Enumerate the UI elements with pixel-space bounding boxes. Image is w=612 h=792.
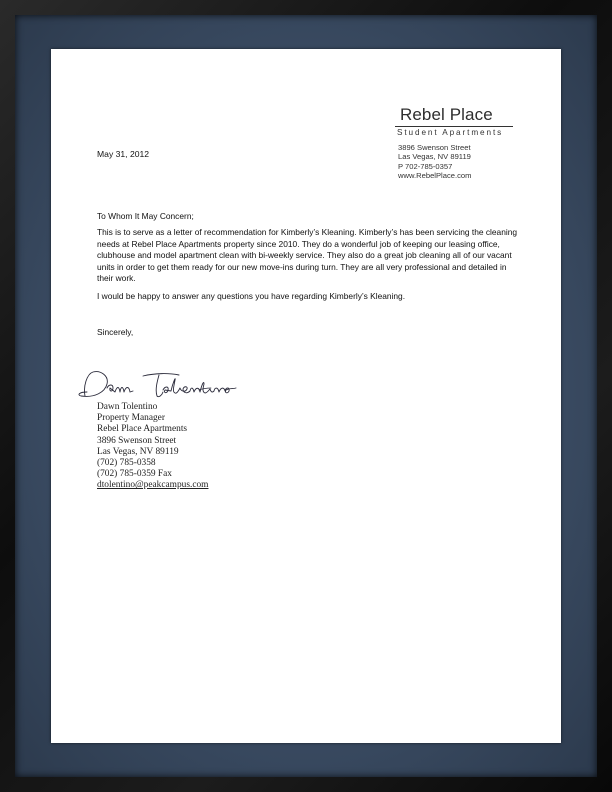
letter-salutation: To Whom It May Concern;: [97, 211, 194, 221]
letterhead-address-line: 3896 Swenson Street: [398, 143, 471, 152]
signer-name: Dawn Tolentino: [97, 402, 158, 412]
signer-fax: (702) 785-0359 Fax: [97, 469, 172, 480]
letterhead-address-line: Las Vegas, NV 89119: [398, 152, 471, 162]
letter-paragraph: I would be happy to answer any questions you have regarding Kimberly’s Kleaning.: [97, 291, 406, 302]
signer-city: Las Vegas, NV 89119: [97, 446, 179, 457]
signer-email-link[interactable]: dtolentino@peakcampus.com: [97, 480, 209, 491]
letter-body: [97, 211, 521, 345]
signer-phone: (702) 785-0358: [97, 458, 156, 469]
signer-street: 3896 Swenson Street: [97, 435, 177, 446]
letter-paragraph: This is to serve as a letter of recommendation for Kimberly’s Kleaning. Kimberly’s has been servicing the cleaning needs at Rebel Place Apartments property since 2010. They do a wonderful job of keeping our leasing office, clubhouse and model apartment clean with bi-weekly service. They also do a great job cleaning all of our vacant units in order to get them ready for our new move-ins during turn. They are all very professional and detailed in their work.: [97, 227, 518, 284]
letter-closing: Sincerely,: [97, 326, 134, 337]
letterhead-tagline: Student Apartments: [397, 128, 504, 137]
letter-page: [51, 49, 561, 743]
letterhead-phone: P 702-785-0357: [398, 161, 453, 171]
letterhead-website: www.RebelPlace.com: [398, 170, 472, 180]
letterhead-address: [398, 143, 518, 180]
signature-block: [97, 402, 297, 492]
handwritten-signature: [73, 362, 243, 406]
signer-company: Rebel Place Apartments: [97, 424, 188, 435]
letter-date: May 31, 2012: [97, 149, 150, 159]
letterhead-divider: [395, 126, 513, 127]
signer-title: Property Manager: [97, 413, 165, 424]
letterhead-brand: Rebel Place: [400, 105, 493, 124]
